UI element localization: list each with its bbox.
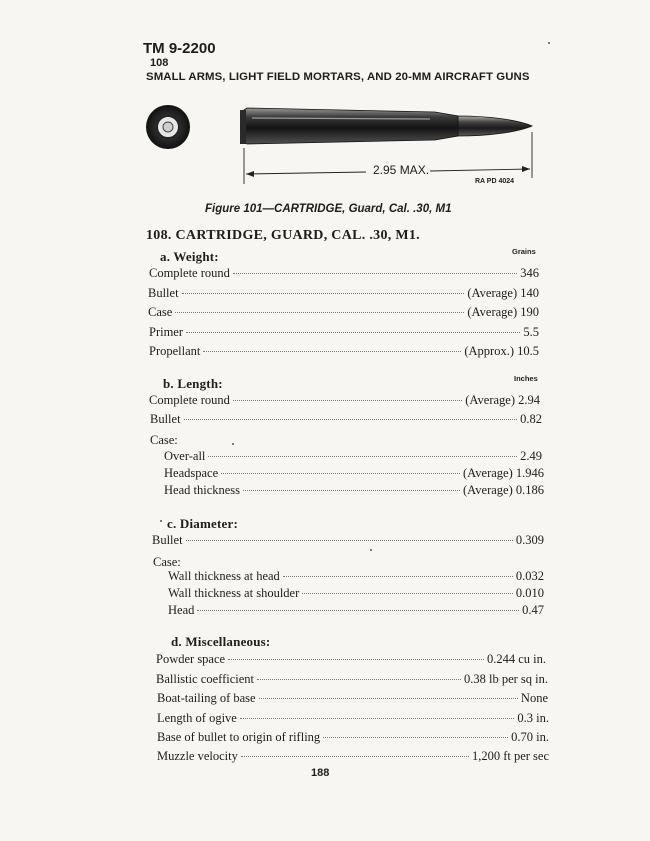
weight-unit: Grains <box>512 247 536 256</box>
misc-row-ballistic-coefficient: Ballistic coefficient 0.38 lb per sq in. <box>156 672 548 686</box>
scan-speck <box>548 42 550 44</box>
diameter-heading: c. Diameter: <box>167 516 238 531</box>
figure-caption: Figure 101—CARTRIDGE, Guard, Cal. .30, M1 <box>205 203 452 215</box>
diameter-row-wall-shoulder: Wall thickness at shoulder 0.010 <box>168 586 544 600</box>
weight-row-bullet: Bullet (Average) 140 <box>148 286 539 300</box>
cartridge-head-view <box>146 105 190 149</box>
scan-speck <box>370 549 372 551</box>
diameter-row-wall-head: Wall thickness at head 0.032 <box>168 569 544 583</box>
section-title: 108. CARTRIDGE, GUARD, CAL. .30, M1. <box>146 228 420 243</box>
length-heading: b. Length: <box>163 376 223 391</box>
diameter-case-label: Case: <box>153 555 181 569</box>
length-case-label: Case: <box>150 433 178 447</box>
figure-code: RA PD 4024 <box>475 178 515 185</box>
page-folio: 188 <box>311 767 330 779</box>
tm-number: TM 9-2200 <box>143 40 216 57</box>
weight-row-case: Case (Average) 190 <box>148 305 539 319</box>
weight-heading: a. Weight: <box>160 249 219 264</box>
misc-row-powder-space: Powder space 0.244 cu in. <box>156 652 546 666</box>
length-row-headspace: Headspace (Average) 1.946 <box>164 466 544 480</box>
weight-row-primer: Primer 5.5 <box>149 325 539 339</box>
cartridge-figure <box>140 92 545 192</box>
weight-row-complete-round: Complete round 346 <box>149 266 539 280</box>
misc-row-length-of-ogive: Length of ogive 0.3 in. <box>157 711 549 725</box>
length-row-over-all: Over-all 2.49 <box>164 449 542 463</box>
misc-row-base-to-rifling: Base of bullet to origin of rifling 0.70 in. <box>157 730 549 744</box>
misc-row-muzzle-velocity: Muzzle velocity 1,200 ft per sec <box>157 749 549 763</box>
running-head: SMALL ARMS, LIGHT FIELD MORTARS, AND 20-MM AIRCRAFT GUNS <box>146 71 530 83</box>
cartridge-illustration <box>140 92 545 192</box>
scan-speck <box>160 520 162 522</box>
length-row-complete-round: Complete round (Average) 2.94 <box>149 393 540 407</box>
page-number: 108 <box>150 57 169 69</box>
misc-row-boat-tailing: Boat-tailing of base None <box>157 691 548 705</box>
scan-speck <box>232 443 234 445</box>
length-row-bullet: Bullet 0.82 <box>150 412 542 426</box>
weight-row-propellant: Propellant (Approx.) 10.5 <box>149 344 539 358</box>
cartridge-side-view <box>240 108 532 144</box>
diameter-row-bullet: Bullet 0.309 <box>152 533 544 547</box>
length-unit: Inches <box>514 374 538 383</box>
dimension-label: 2.95 MAX. <box>373 163 430 177</box>
length-row-head-thickness: Head thickness (Average) 0.186 <box>164 483 544 497</box>
diameter-row-head: Head 0.47 <box>168 603 544 617</box>
misc-heading: d. Miscellaneous: <box>171 634 271 649</box>
